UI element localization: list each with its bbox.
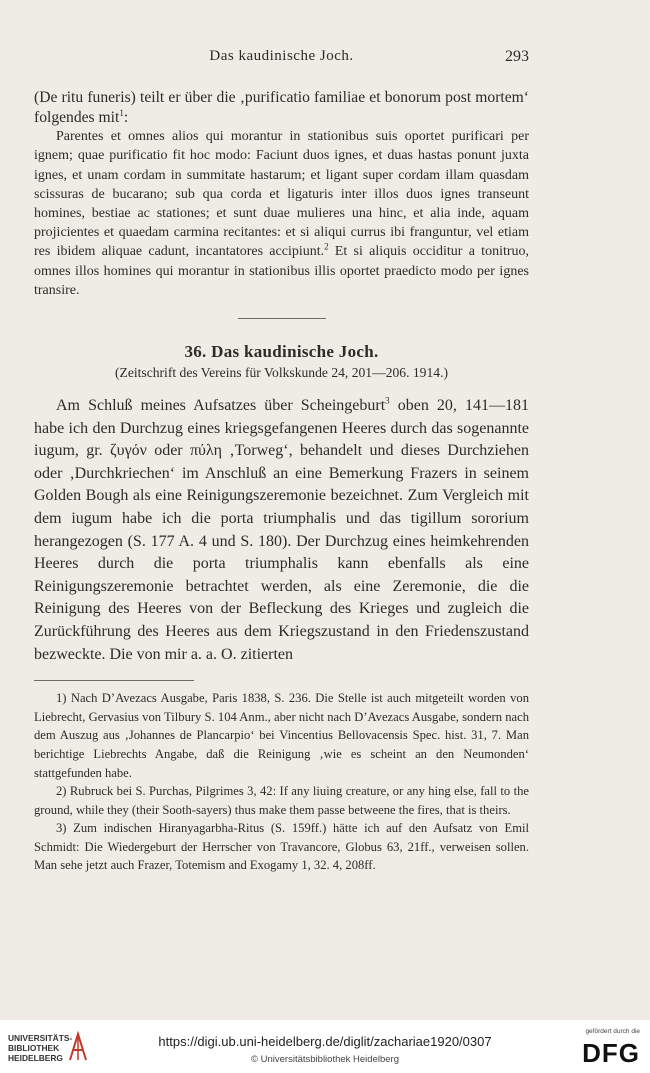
library-name-line-1: UNIVERSITÄTS-	[8, 1033, 73, 1043]
main-paragraph	[34, 395, 529, 666]
footnote-3: 3) Zum indischen Hiranyagarbha-Ritus (S. 159ff.) hätte ich auf den Aufsatz von Emil Schmidt: Die Wiedergeburt der Herrscher von Travancore, Globus 63, 21ff., verweisen sollen. Man sehe jetzt auch Frazer, Totemism and Exogamy 1, 32. 4, 208ff.	[34, 821, 529, 873]
footnote-ref-3: 3	[385, 395, 390, 406]
main-text-cont: oben 20, 141—181 habe ich den Durchzug eines kriegsgefangenen Heeres durch das sogenannte iugum, gr. ζυγόν oder πύλη ‚Torweg‘, behandelt und dieses Durchziehen oder ‚Durchkriechen‘ im Anschluß an eine Bemerkung Frazers in seinem Golden Bough als eine Reinigungszeremonie bezeichnet. Zum Vergleich mit dem iugum habe ich die porta triumphalis und das tigillum sororium herangezogen (S. 177 A. 4 und S. 180). Der Durchzug eines heimkehrenden Heeres durch die porta triumphalis kann ebenfalls als eine Reinigungszeremonie betrachtet werden, als eine Zeremonie, die die Reinigung des Heeres von der Befleckung des Krieges und zugleich die Zurückführung des Heeres aus dem Kriegszustand in den Friedenszustand bezweckte. Die von mir a. a. O. zitierten	[34, 397, 529, 663]
library-name-line-2: BIBLIOTHEK	[8, 1043, 60, 1053]
latin-quote-text: Parentes et omnes alios qui morantur in stationibus suis oportet purificari per ignem; quae purificatio fit hoc modo: Faciunt duos ignes, et duas hastas ponunt juxta ignes, et unam cordam in summitate hastarum; et ligant super cordam illam quasdam scissuras de bucarano; sub qua corda et ligaturis inter illos duos ignes transeunt homines, bestiae ac stationes; et sunt duae mulieres una hinc, et alia inde, aquam projicientes et quaedam carmina recitantes: et si aliqui currus ibi franguntur, vel etiam res ibidem aliquae cadunt, incantatores accipiunt.	[34, 129, 529, 260]
latin-quote-text-end: Et si aliquis occiditur a tonitruo, omnes illos homines qui morantur in stationibus illis oportet praedicto modo per ignes transire.	[34, 244, 530, 298]
running-header	[34, 48, 529, 74]
main-text: Am Schluß meines Aufsatzes über Scheingeburt	[56, 397, 386, 415]
section-subtitle: (Zeitschrift des Vereins für Volkskunde 24, 201—206. 1914.)	[114, 365, 448, 381]
page-body	[34, 88, 529, 875]
footnote-1: 1) Nach D’Avezacs Ausgabe, Paris 1838, S. 236. Die Stelle ist auch mitgeteilt worden von Liebrecht, Gervasius von Tilbury S. 104 Anm., aber nicht nach D’Avezacs Ausgabe, sondern nach dem Auszug aus ‚Johannes de Plancarpio‘ bei Vincentius Bellovacensis Spec. hist. 31, 7. Man berichtige Liebrechts Angabe, daß die Reinigung ‚wie es scheint an den Neumonden‘ stattgefunden habe.	[34, 691, 529, 780]
library-name-line-3: HEIDELBERG	[8, 1053, 63, 1063]
running-title: Das kaudinische Joch.	[209, 48, 354, 64]
permalink-url[interactable]: https://digi.ub.uni-heidelberg.de/diglit/zachariae1920/0307	[158, 1034, 492, 1049]
dfg-logo: DFG	[582, 1038, 640, 1068]
section-title: 36. Das kaudinische Joch.	[184, 342, 379, 362]
copyright-notice: © Universitätsbibliothek Heidelberg	[251, 1054, 399, 1065]
footnote-2: 2) Rubruck bei S. Purchas, Pilgrimes 3, 42: If any liuing creature, or any hing else, fall to the ground, while they (their Sooth-sayers) thus make them passe betweene the fires, that is theirs.	[34, 784, 529, 817]
intro-text: (De ritu funeris) teilt er über die ‚purificatio familiae et bonorum post mortem‘ folgendes mit	[34, 89, 529, 126]
footer-bar	[0, 1020, 650, 1073]
intro-text-end: :	[123, 108, 129, 126]
page-number: 293	[505, 48, 529, 65]
intro-paragraph	[34, 88, 529, 127]
footnote-ref-2: 2	[324, 241, 329, 252]
footnote-divider	[34, 680, 194, 681]
funder-note: gefördert durch die	[585, 1028, 640, 1035]
footnote-ref-1: 1	[119, 107, 124, 118]
latin-quote	[34, 127, 529, 300]
section-divider	[238, 318, 326, 319]
